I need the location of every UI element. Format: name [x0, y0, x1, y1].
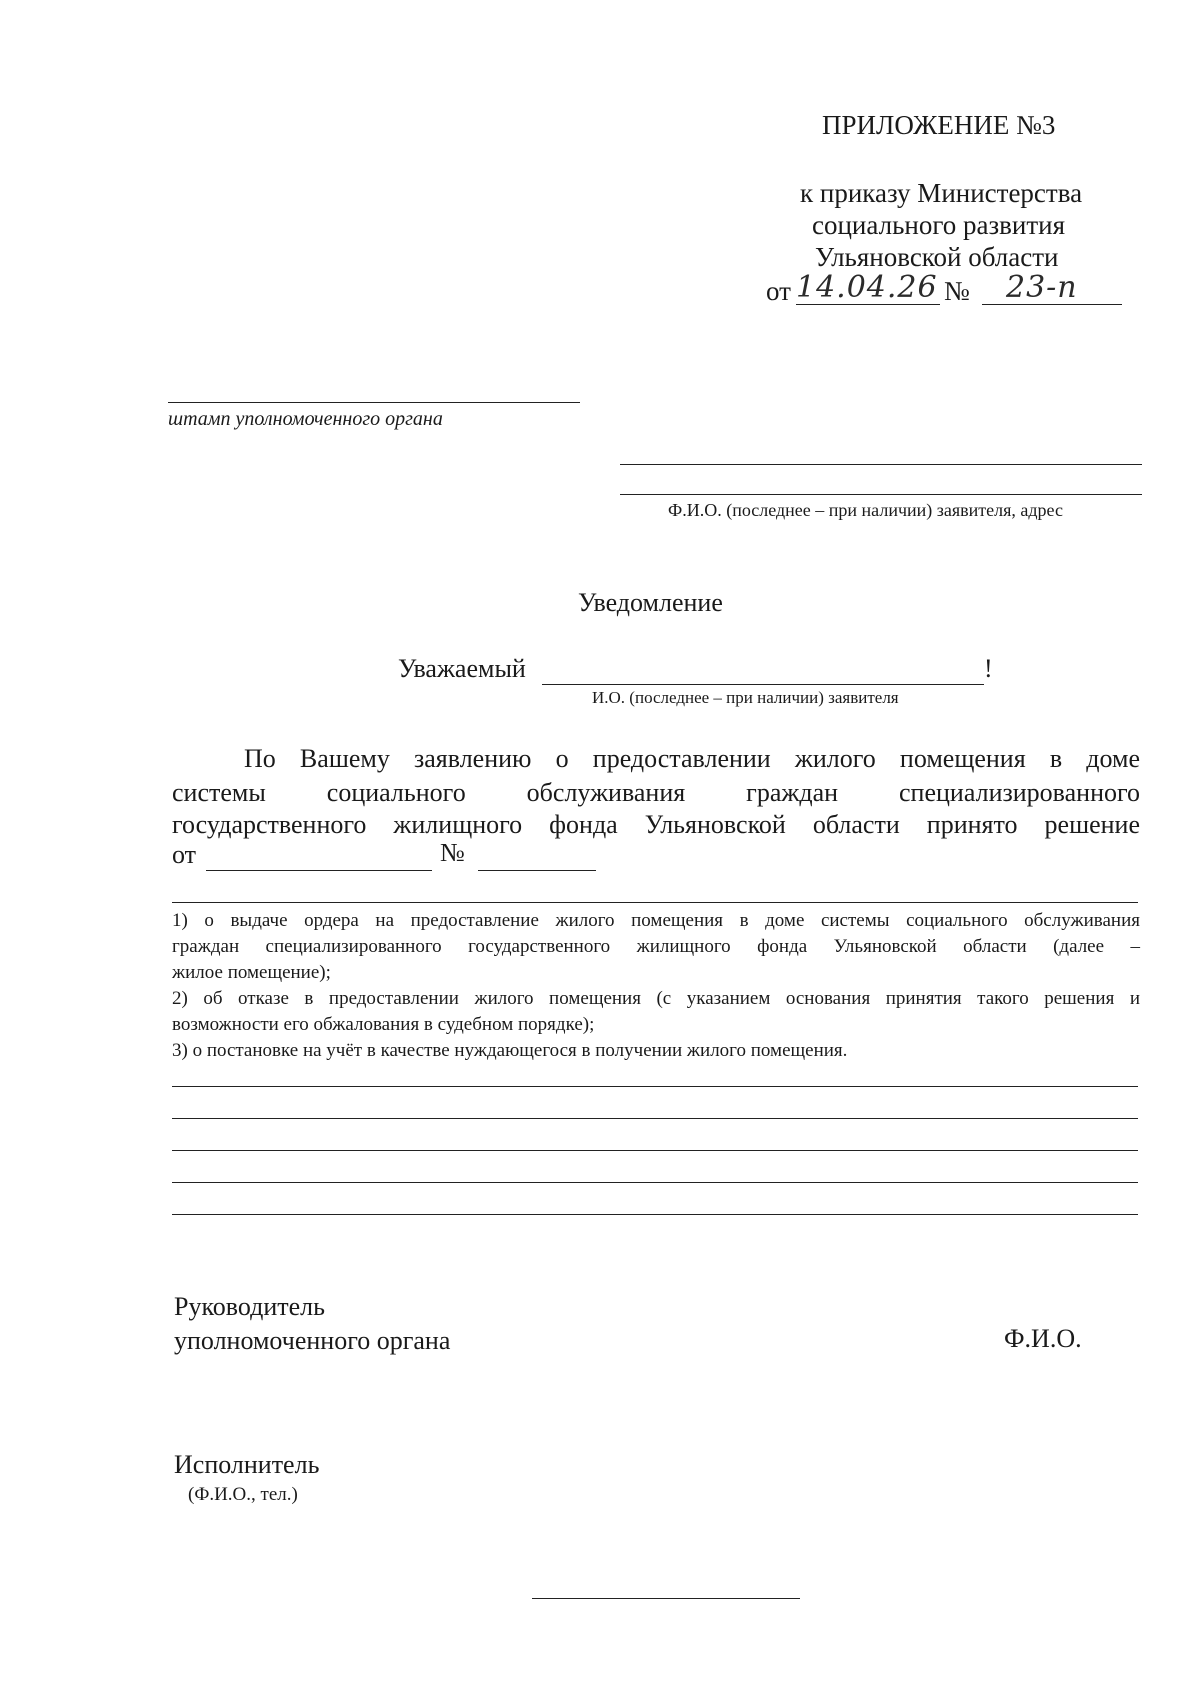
body-line-1: По Вашему заявлению о предоставлении жилого помещения в доме: [244, 744, 1140, 773]
salutation-name-line: [542, 684, 984, 685]
head-title-line-2: уполномоченного органа: [174, 1326, 451, 1355]
stamp-caption: штамп уполномоченного органа: [168, 408, 443, 430]
options-top-line: [172, 902, 1138, 903]
order-line-3: Ульяновской области: [815, 242, 1059, 272]
option-1-line-2: граждан специализированного государственного жилищного фонда Ульяновской области (далее –: [172, 936, 1140, 957]
blank-line-1: [172, 1086, 1138, 1087]
body-line-2: системы социального обслуживания граждан специализированного: [172, 778, 1140, 807]
option-3-line: 3) о постановке на учёт в качестве нуждающегося в получении жилого помещения.: [172, 1040, 848, 1061]
executor-label: Исполнитель: [174, 1450, 320, 1479]
salutation-exclamation: !: [984, 654, 993, 683]
executor-caption: (Ф.И.О., тел.): [188, 1484, 298, 1505]
blank-line-5: [172, 1214, 1138, 1215]
head-name: Ф.И.О.: [1004, 1324, 1082, 1353]
blank-line-3: [172, 1150, 1138, 1151]
notice-title: Уведомление: [578, 588, 723, 617]
body-line-3: государственного жилищного фонда Ульяновской области принято решение: [172, 810, 1140, 839]
salutation-caption: И.О. (последнее – при наличии) заявителя: [592, 688, 899, 707]
salutation-label: Уважаемый: [398, 654, 526, 683]
stamp-line: [168, 402, 580, 403]
option-2-line-2: возможности его обжалования в судебном порядке);: [172, 1014, 595, 1035]
option-2-line-1: 2) об отказе в предоставлении жилого помещения (с указанием основания принятия такого решения и: [172, 988, 1140, 1009]
blank-line-2: [172, 1118, 1138, 1119]
appendix-title: ПРИЛОЖЕНИЕ №3: [822, 110, 1056, 140]
order-line-1: к приказу Министерства: [800, 178, 1083, 208]
order-number-handwritten: 23-п: [1006, 270, 1078, 305]
head-title-line-1: Руководитель: [174, 1292, 325, 1321]
addressee-line-1: [620, 464, 1142, 465]
decision-number-line: [478, 870, 596, 871]
order-number-underline: [982, 304, 1122, 305]
footer-line: [532, 1598, 800, 1599]
order-date-prefix: от: [766, 276, 791, 306]
addressee-caption: Ф.И.О. (последнее – при наличии) заявителя, адрес: [668, 500, 1063, 520]
option-1-line-3: жилое помещение);: [172, 962, 331, 983]
decision-from-label: от: [172, 840, 197, 869]
decision-date-line: [206, 870, 432, 871]
order-date-handwritten: 14.04.26: [796, 270, 938, 305]
blank-line-4: [172, 1182, 1138, 1183]
order-line-2: социального развития: [812, 210, 1066, 240]
option-1-line-1: 1) о выдаче ордера на предоставление жилого помещения в доме системы социального обслуживания: [172, 910, 1140, 931]
order-date-underline: [796, 304, 940, 305]
addressee-line-2: [620, 494, 1142, 495]
decision-number-label: №: [440, 838, 465, 867]
order-number-prefix: №: [944, 276, 970, 306]
